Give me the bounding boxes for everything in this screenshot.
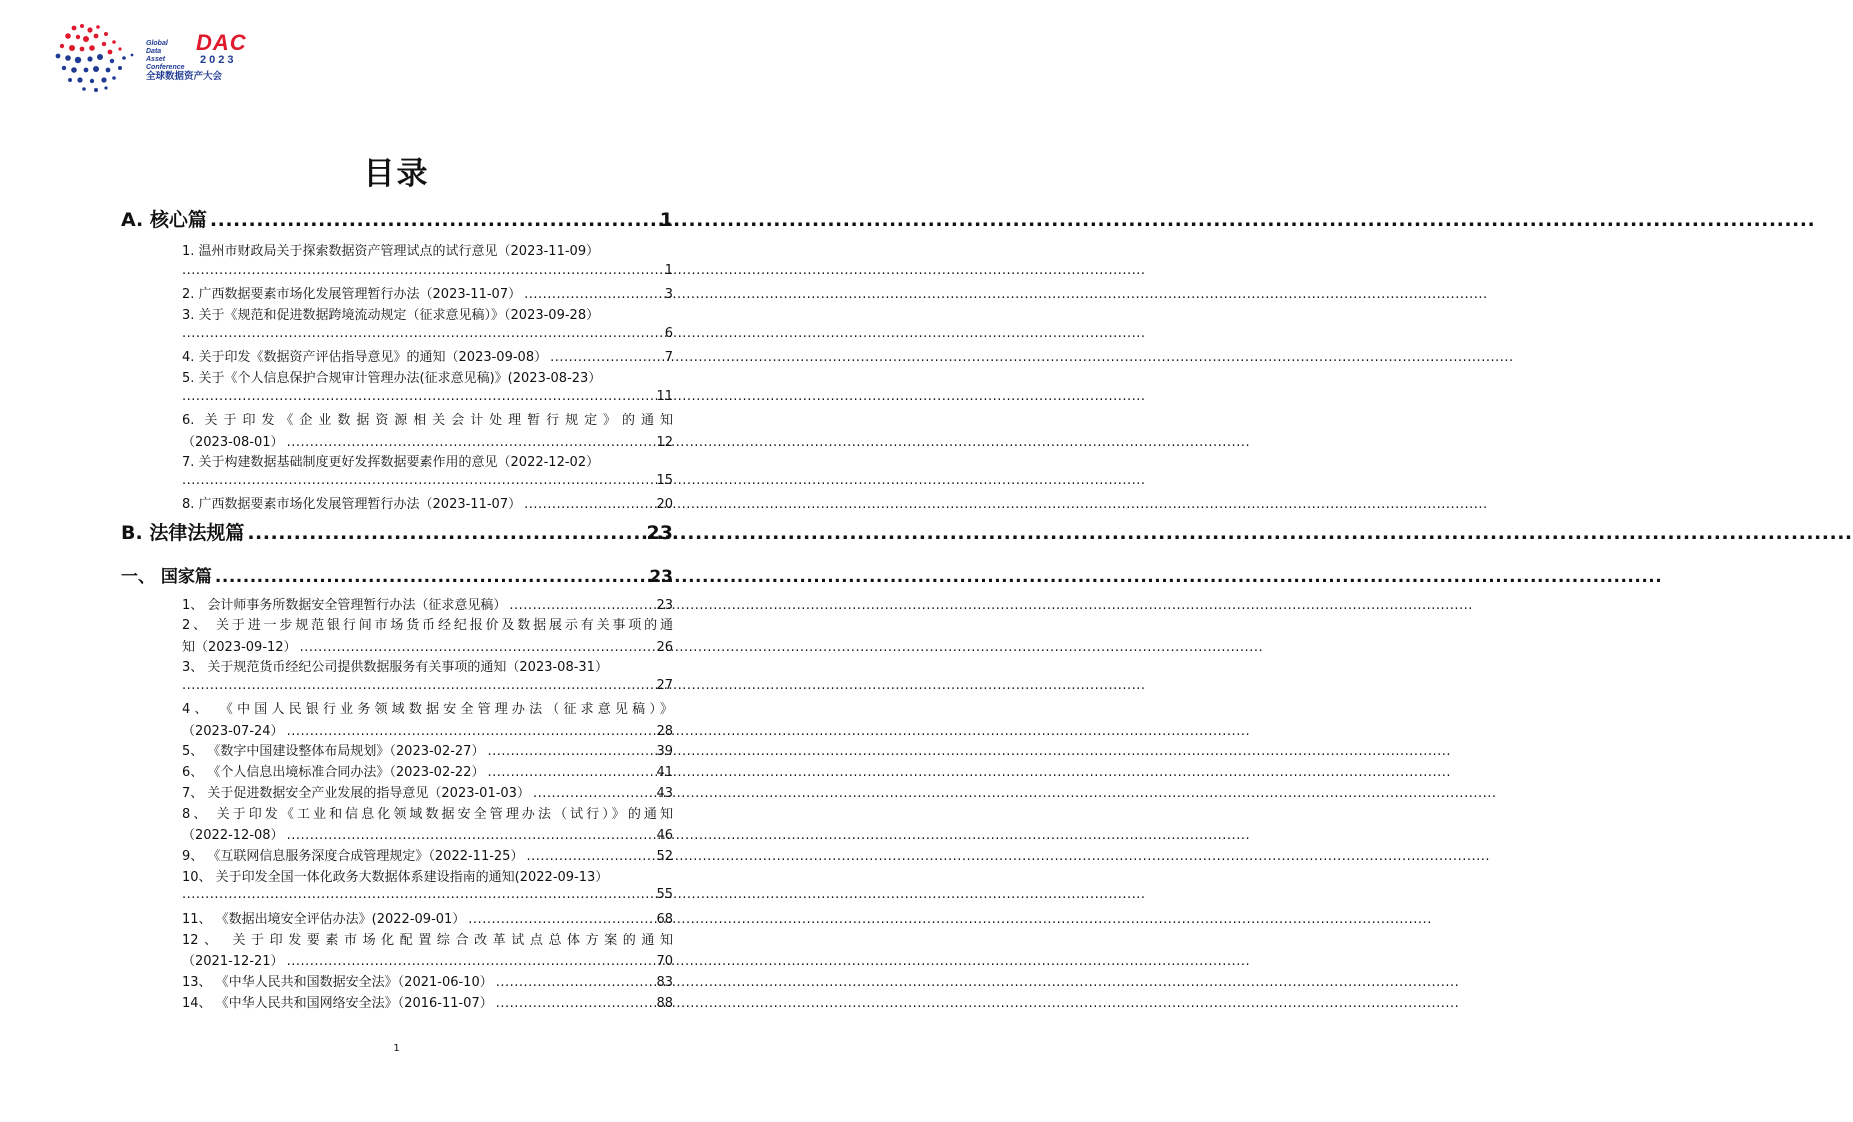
toc-section-label: B. 法律法规篇 [121,522,245,544]
toc-entry-title: 7、 关于促进数据安全产业发展的指导意见（2023-01-03） [182,786,530,801]
toc-entry-title: （2022-12-08） [182,828,284,843]
toc-entry-a7-leader[interactable] [182,473,673,488]
toc-entry-b2-line2[interactable] [182,636,673,655]
toc-entry-title: 4. 关于印发《数据资产评估指导意见》的通知（2023-09-08） [182,350,548,365]
toc-section-label: 一、 国家篇 [121,567,212,587]
toc-leader [182,263,662,278]
toc-leader [287,954,654,969]
toc-leader [496,996,654,1011]
toc-entry-title: 6、 《个人信息出境标准合同办法》（2023-02-22） [182,765,485,780]
toc-entry-a6[interactable]: 6. 关于印发《企业数据资源相关会计处理暂行规定》的通知 [182,413,673,428]
toc-leader [524,497,653,512]
toc-page-number: 26 [656,640,673,655]
logo-dots-icon [52,22,144,94]
toc-entry-title: 9、 《互联网信息服务深度合成管理规定》（2022-11-25） [182,849,524,864]
toc-page-number: 1 [659,209,673,231]
toc-entry-b11[interactable] [182,908,673,927]
toc-entry-a5-leader[interactable] [182,389,673,404]
toc-entry-b8-line2[interactable] [182,824,673,843]
toc-page-number: 6 [664,326,673,341]
toc-page-number: 28 [656,724,673,739]
toc-subsection-national[interactable] [121,562,673,587]
toc-section-label: A. 核心篇 [121,209,207,231]
toc-page-number: 39 [656,744,673,759]
toc-entry-b13[interactable] [182,971,673,990]
toc-page-number: 83 [656,975,673,990]
toc-page-number: 41 [656,765,673,780]
toc-page-number: 23 [656,598,673,613]
toc-leader [526,849,653,864]
toc-entry-a1-leader[interactable] [182,263,673,278]
toc-leader [247,522,643,544]
toc-page-number: 88 [656,996,673,1011]
toc-page-number: 46 [656,828,673,843]
toc-leader [300,640,654,655]
logo-words [146,40,194,72]
toc-page-number: 12 [656,435,673,450]
toc-entry-b2[interactable]: 2、 关于进一步规范银行间市场货币经纪报价及数据展示有关事项的通 [182,618,673,633]
toc-leader [533,786,653,801]
logo-name-cn: 全球数据资产大会 [146,71,223,82]
toc-page-number: 68 [656,912,673,927]
toc-leader [210,209,657,231]
toc-leader [182,389,653,404]
toc-page-number: 11 [656,389,673,404]
toc-entry-b14[interactable] [182,992,673,1011]
toc-page-number: 3 [664,287,673,302]
toc-entry-title: 8. 广西数据要素市场化发展管理暂行办法（2023-11-07） [182,497,522,512]
toc-entry-title: （2023-07-24） [182,724,284,739]
toc-entry-a6-line2[interactable] [182,431,673,450]
toc-entry-a3-leader[interactable] [182,326,673,341]
toc-leader [287,828,654,843]
toc-entry-a5[interactable]: 5. 关于《个人信息保护合规审计管理办法(征求意见稿)》(2023-08-23） [182,371,602,386]
toc-entry-b7[interactable] [182,782,673,801]
toc-leader [182,326,662,341]
logo-year: 2023 [200,54,237,66]
toc-leader [487,765,653,780]
toc-entry-title: 1、 会计师事务所数据安全管理暂行办法（征求意见稿） [182,598,507,613]
toc-entry-a1[interactable]: 1. 温州市财政局关于探索数据资产管理试点的试行意见（2023-11-09） [182,244,600,259]
toc-page-number: 52 [656,849,673,864]
toc-leader [509,598,653,613]
toc-entry-b8[interactable]: 8、 关于印发《工业和信息化领域数据安全管理办法（试行）》的通知 [182,807,673,822]
toc-page-number: 27 [656,678,673,693]
logo-brand: DAC [196,30,247,55]
toc-entry-b12[interactable]: 12、 关于印发要素市场化配置综合改革试点总体方案的通知 [182,933,673,948]
toc-entry-b10-leader[interactable] [182,887,673,902]
toc-entry-a4[interactable] [182,346,673,365]
toc-entry-a8[interactable] [182,493,673,512]
page-title: 目录 [363,156,430,192]
logo-word: Asset [146,56,166,63]
toc-entry-title: 13、 《中华人民共和国数据安全法》（2021-06-10） [182,975,493,990]
logo-word: Data [146,48,162,55]
toc-page-number: 7 [664,350,673,365]
toc-page-number: 43 [656,786,673,801]
page-number-footer: 1 [393,1043,400,1054]
toc-page-number: 20 [656,497,673,512]
toc-leader [287,724,654,739]
toc-entry-b6[interactable] [182,761,673,780]
toc-leader [550,350,662,365]
toc-leader [496,975,654,990]
toc-leader [182,678,653,693]
toc-entry-a3[interactable]: 3. 关于《规范和促进数据跨境流动规定（征求意见稿）》（2023-09-28） [182,308,600,323]
toc-page-number: 23 [646,522,673,544]
toc-entry-b5[interactable] [182,740,673,759]
toc-leader [182,887,653,902]
toc-entry-a2[interactable] [182,283,673,302]
toc-entry-b10[interactable]: 10、 关于印发全国一体化政务大数据体系建设指南的通知(2022-09-13） [182,870,609,885]
toc-leader [287,435,654,450]
conference-logo [52,22,252,94]
logo-word: Conference [146,64,185,71]
toc-entry-title: 知（2023-09-12） [182,640,297,655]
toc-leader [487,744,653,759]
toc-entry-title: （2021-12-21） [182,954,284,969]
toc-entry-title: 2. 广西数据要素市场化发展管理暂行办法（2023-11-07） [182,287,522,302]
toc-leader [182,473,653,488]
toc-section-b[interactable] [121,518,673,545]
toc-page-number: 23 [649,567,673,587]
toc-entry-b3-leader[interactable] [182,678,673,693]
toc-entry-title: （2023-08-01） [182,435,284,450]
toc-page-number: 55 [656,887,673,902]
toc-page-number: 1 [664,263,673,278]
toc-leader [468,912,653,927]
toc-entry-b4-line2[interactable] [182,720,673,739]
toc-page-number: 70 [656,954,673,969]
toc-entry-b12-line2[interactable] [182,950,673,969]
toc-entry-title: 5、 《数字中国建设整体布局规划》（2023-02-27） [182,744,485,759]
toc-leader [524,287,662,302]
toc-entry-b3[interactable]: 3、 关于规范货币经纪公司提供数据服务有关事项的通知（2023-08-31） [182,660,608,675]
toc-entry-a7[interactable]: 7. 关于构建数据基础制度更好发挥数据要素作用的意见（2022-12-02） [182,455,600,470]
toc-entry-title: 11、 《数据出境安全评估办法》(2022-09-01） [182,912,466,927]
toc-section-a[interactable] [121,205,673,232]
toc-entry-b4[interactable]: 4、 《中国人民银行业务领域数据安全管理办法（征求意见稿）》 [182,702,673,717]
logo-word: Global [146,40,168,47]
toc-page-number: 15 [656,473,673,488]
toc-entry-b1[interactable] [182,594,673,613]
toc-entry-b9[interactable] [182,845,673,864]
toc-leader [215,567,646,587]
toc-entry-title: 14、 《中华人民共和国网络安全法》（2016-11-07） [182,996,493,1011]
